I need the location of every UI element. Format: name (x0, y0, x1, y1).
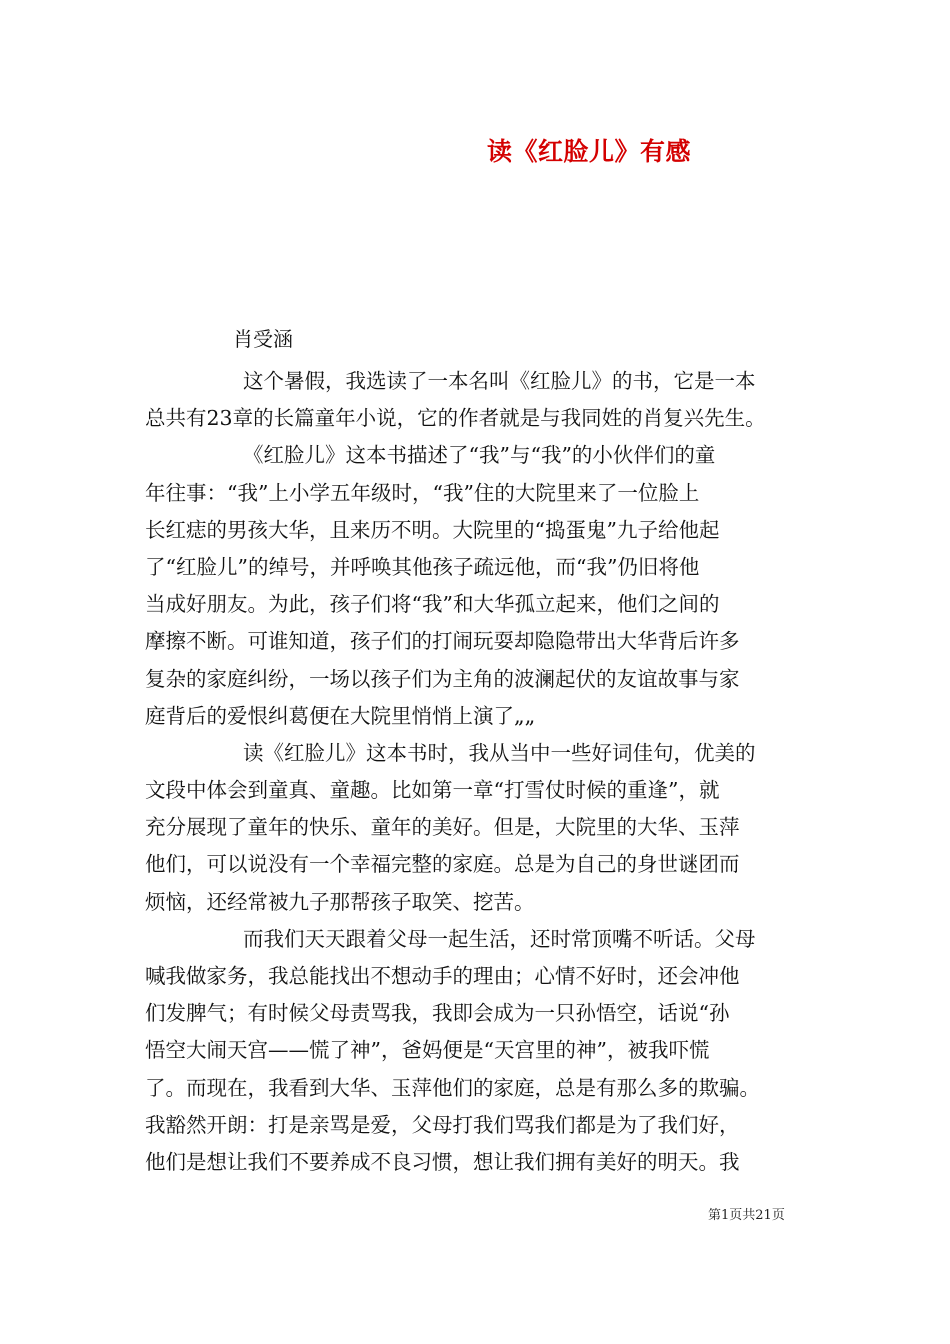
text-line: 读《红脸儿》这本书时，我从当中一些好词佳句，优美的 (243, 740, 756, 765)
text-line: 了。而现在，我看到大华、玉萍他们的家庭，总是有那么多的欺骗。 (145, 1075, 760, 1100)
text-line: 充分展现了童年的快乐、童年的美好。但是，大院里的大华、玉萍 (145, 815, 740, 840)
page-number: 第1页共21页 (708, 1208, 785, 1223)
text-line: 喊我做家务，我总能找出不想动手的理由；心情不好时，还会冲他 (145, 964, 740, 988)
text-line: 总共有23章的长篇童年小说，它的作者就是与我同姓的肖复兴先生。 (145, 406, 766, 431)
text-line: 年往事：“我”上小学五年级时，“我”住的大院里来了一位脸上 (145, 480, 700, 505)
text-line: 文段中体会到童真、童趣。比如第一章“打雪仗时候的重逢”，就 (145, 778, 720, 803)
text-line: 了“红脸儿”的绰号，并呼唤其他孩子疏远他，而“我”仍旧将他 (145, 554, 700, 579)
text-line: 摩擦不断。可谁知道，孩子们的打闹玩耍却隐隐带出大华背后许多 (145, 629, 740, 654)
text-line: 这个暑假，我选读了一本名叫《红脸儿》的书，它是一本 (243, 369, 756, 393)
page-title: 读《红脸儿》有感 (487, 137, 692, 166)
author-name: 肖受涵 (233, 327, 293, 351)
text-line: 他们，可以说没有一个幸福完整的家庭。总是为自己的身世谜团而 (145, 852, 740, 877)
text-line: 《红脸儿》这本书描述了“我”与“我”的小伙伴们的童 (243, 443, 716, 468)
text-line: 悟空大闹天宫——慌了神”，爸妈便是“天宫里的神”，被我吓慌 (145, 1038, 710, 1063)
text-line: 们发脾气；有时候父母责骂我，我即会成为一只孙悟空，话说“孙 (145, 1001, 730, 1026)
text-line: 当成好朋友。为此，孩子们将“我”和大华孤立起来，他们之间的 (145, 592, 720, 617)
text-line: 他们是想让我们不要养成不良习惯，想让我们拥有美好的明天。我 (145, 1149, 740, 1174)
text-line: 庭背后的爱恨纠葛便在大院里悄悄上演了„„ (145, 703, 536, 728)
text-line: 复杂的家庭纠纷，一场以孩子们为主角的波澜起伏的友谊故事与家 (145, 666, 740, 691)
article-body (145, 363, 817, 1181)
text-line: 我豁然开朗：打是亲骂是爱，父母打我们骂我们都是为了我们好， (145, 1112, 740, 1137)
text-line: 长红痣的男孩大华，且来历不明。大院里的“捣蛋鬼”九子给他起 (145, 517, 720, 542)
text-line: 烦恼，还经常被九子那帮孩子取笑、挖苦。 (145, 889, 535, 914)
text-line: 而我们天天跟着父母一起生活，还时常顶嘴不听话。父母 (243, 926, 756, 951)
